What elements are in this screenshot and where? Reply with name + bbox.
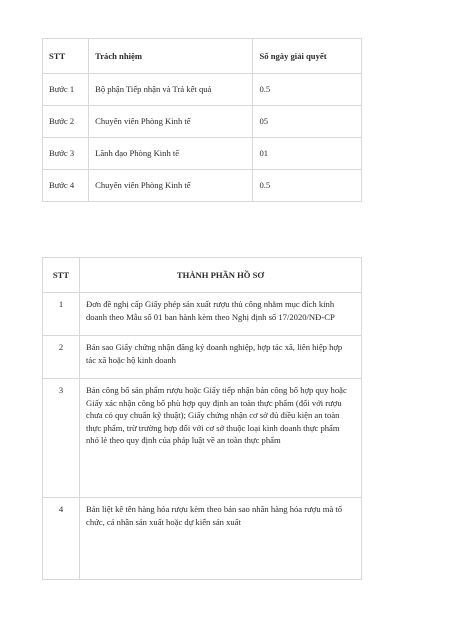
item-number-cell: 2 [43,336,80,379]
processing-steps-table [42,38,362,202]
table-row [43,293,362,336]
document-description-cell: Bản công bố sản phẩm rượu hoặc Giấy tiếp nhận bản công bố hợp quy hoặc Giấy xác nhận công bố phù hợp quy định an toàn thực phẩm (đối với rượu chưa có quy chuẩn kỹ thuật); Giấy chứng nhận cơ sở đủ điều kiện an toàn thực phẩm, trừ trường hợp đối với cơ sở thuộc loại kinh doanh thực phẩm nhỏ lẻ theo quy định của pháp luật về an toàn thực phẩm [80,379,362,498]
days-cell: 05 [253,106,362,138]
table-header-row [43,258,362,293]
days-cell: 0.5 [253,170,362,202]
responsibility-cell: Chuyên viên Phòng Kinh tế [89,170,253,202]
table-row [43,138,362,170]
step-cell: Bước 3 [43,138,89,170]
table-row [43,74,362,106]
column-header-stt: STT [43,258,80,293]
document-description-cell: Bản sao Giấy chứng nhận đăng ký doanh nghiệp, hợp tác xã, liên hiệp hợp tác xã hoặc hộ kinh doanh [80,336,362,379]
table-row [43,336,362,379]
dossier-components-table [42,257,362,580]
document-description-cell: Bản liệt kê tên hàng hóa rượu kèm theo bản sao nhãn hàng hóa rượu mà tổ chức, cá nhân sản xuất hoặc dự kiến sản xuất [80,498,362,580]
responsibility-cell: Bộ phận Tiếp nhận và Trả kết quả [89,74,253,106]
days-cell: 0.5 [253,74,362,106]
column-header-dossier-components: THÀNH PHẦN HỒ SƠ [80,258,362,293]
column-header-stt: STT [43,39,89,74]
step-cell: Bước 4 [43,170,89,202]
days-cell: 01 [253,138,362,170]
step-cell: Bước 2 [43,106,89,138]
step-cell: Bước 1 [43,74,89,106]
item-number-cell: 4 [43,498,80,580]
table-row [43,498,362,580]
column-header-days: Số ngày giải quyết [253,39,362,74]
table-row [43,379,362,498]
table-header-row [43,39,362,74]
item-number-cell: 3 [43,379,80,498]
document-description-cell: Đơn đề nghị cấp Giấy phép sản xuất rượu thủ công nhằm mục đích kinh doanh theo Mẫu số 01 ban hành kèm theo Nghị định số 17/2020/NĐ-CP [80,293,362,336]
responsibility-cell: Lãnh đạo Phòng Kinh tế [89,138,253,170]
item-number-cell: 1 [43,293,80,336]
column-header-responsibility: Trách nhiệm [89,39,253,74]
responsibility-cell: Chuyên viên Phòng Kinh tế [89,106,253,138]
table-row [43,106,362,138]
table-row [43,170,362,202]
